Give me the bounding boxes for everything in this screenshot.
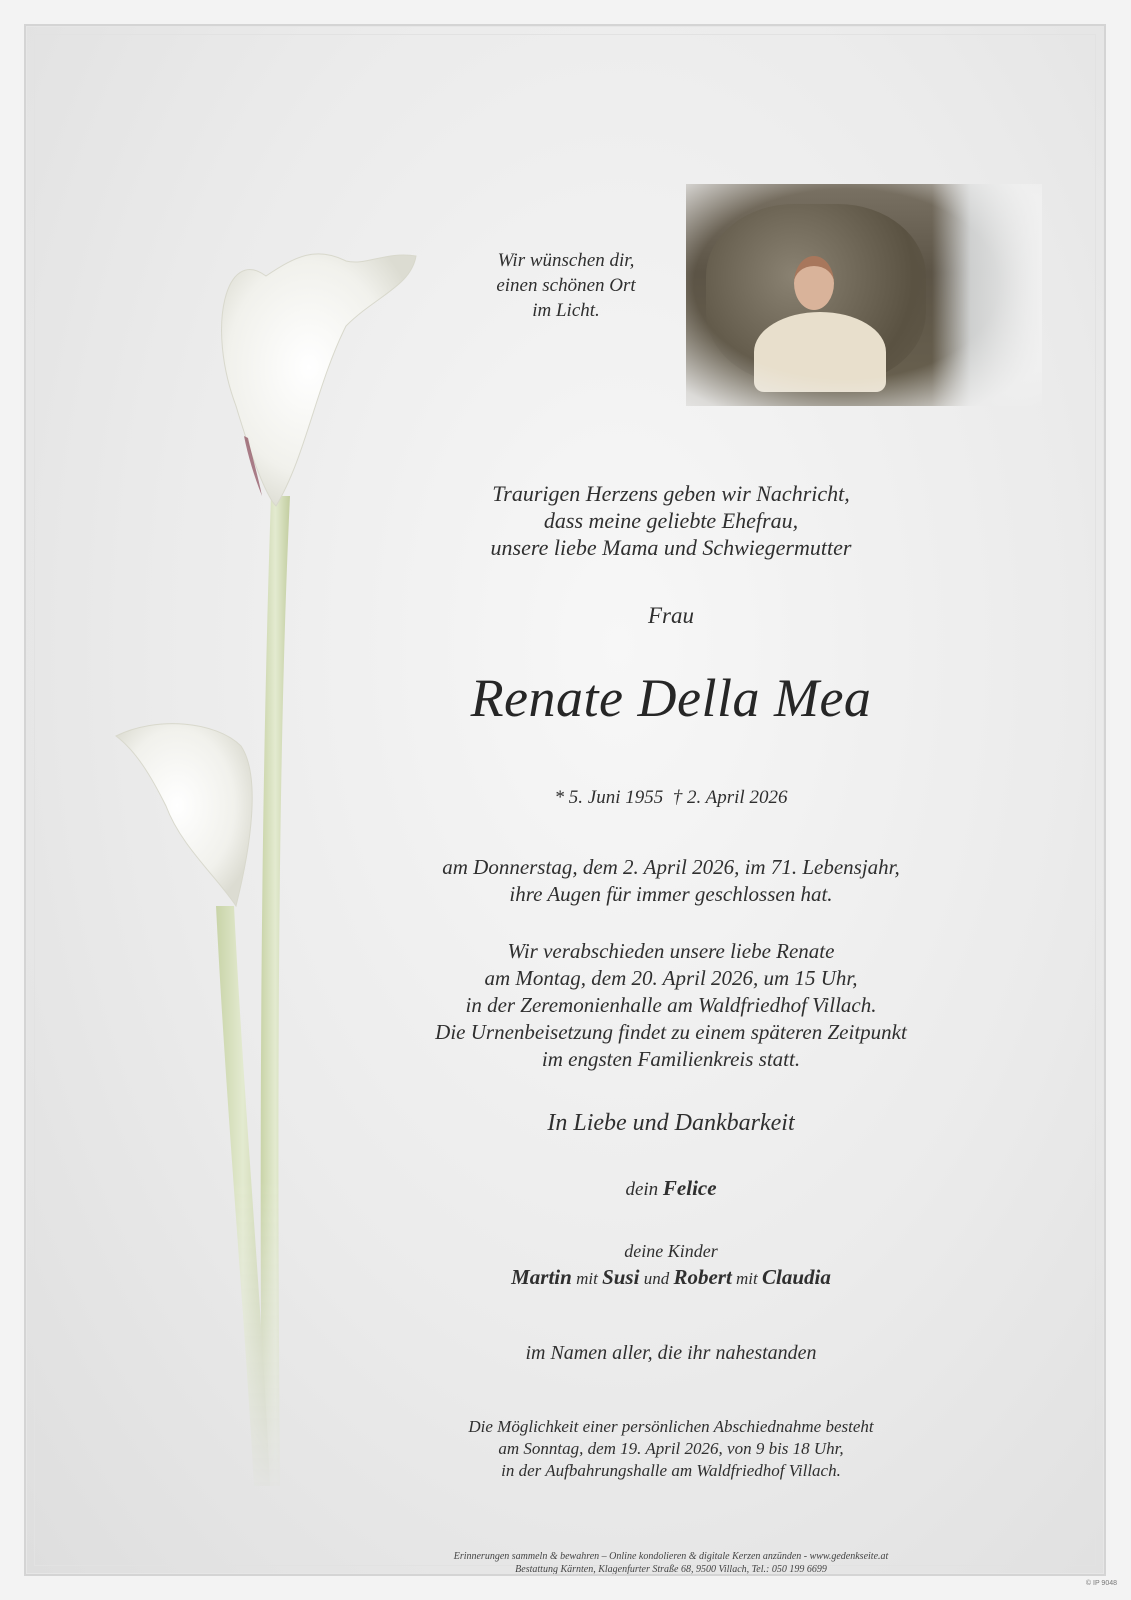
obituary-card (24, 24, 1106, 1576)
honorific: Frau (648, 603, 694, 628)
announcement-text: Traurigen Herzens geben wir Nachricht, dass meine geliebte Ehefrau, unsere liebe Mama und Schwiegermutter (490, 481, 852, 560)
life-dates: * 5. Juni 1955 † 2. April 2026 (554, 787, 788, 808)
on-behalf-text: im Namen aller, die ihr nahestanden (525, 1342, 817, 1364)
death-text: am Donnerstag, dem 2. April 2026, im 71. Lebensjahr, ihre Augen für immer geschlossen hat. (442, 855, 900, 906)
funeral-details: Wir verabschieden unsere liebe Renate am Montag, dem 20. April 2026, um 15 Uhr, in der Zeremonienhalle am Waldfriedhof Villach. Die Urnenbeisetzung findet zu einem späteren Zeitpunkt im engsten Familienkreis statt. (435, 939, 907, 1071)
children-signature: Martin mit Susi und Robert mit Claudia (511, 1265, 831, 1289)
closing-phrase: In Liebe und Dankbarkeit (547, 1110, 795, 1136)
spouse-signature: dein Felice (625, 1176, 717, 1200)
print-code: © IP 9048 (1085, 1580, 1117, 1587)
portrait-photo (686, 184, 1042, 406)
blessing-text: Wir wünschen dir, einen schönen Ort im Licht. (496, 250, 636, 321)
spouse-name: Felice (662, 1176, 717, 1200)
deceased-name: Renate Della Mea (470, 668, 872, 728)
footer-text: Erinnerungen sammeln & bewahren – Online kondolieren & digitale Kerzen anzünden - www.gedenkseite.at Bestattung Kärnten, Klagenfurter Straße 68, 9500 Villach, Tel.: 050 199 6699 (453, 1551, 889, 1575)
children-label: deine Kinder (624, 1241, 718, 1261)
viewing-details: Die Möglichkeit einer persönlichen Abschiednahme besteht am Sonntag, dem 19. April 2026, von 9 bis 18 Uhr, in der Aufbahrungshalle am Waldfriedhof Villach. (468, 1417, 874, 1480)
